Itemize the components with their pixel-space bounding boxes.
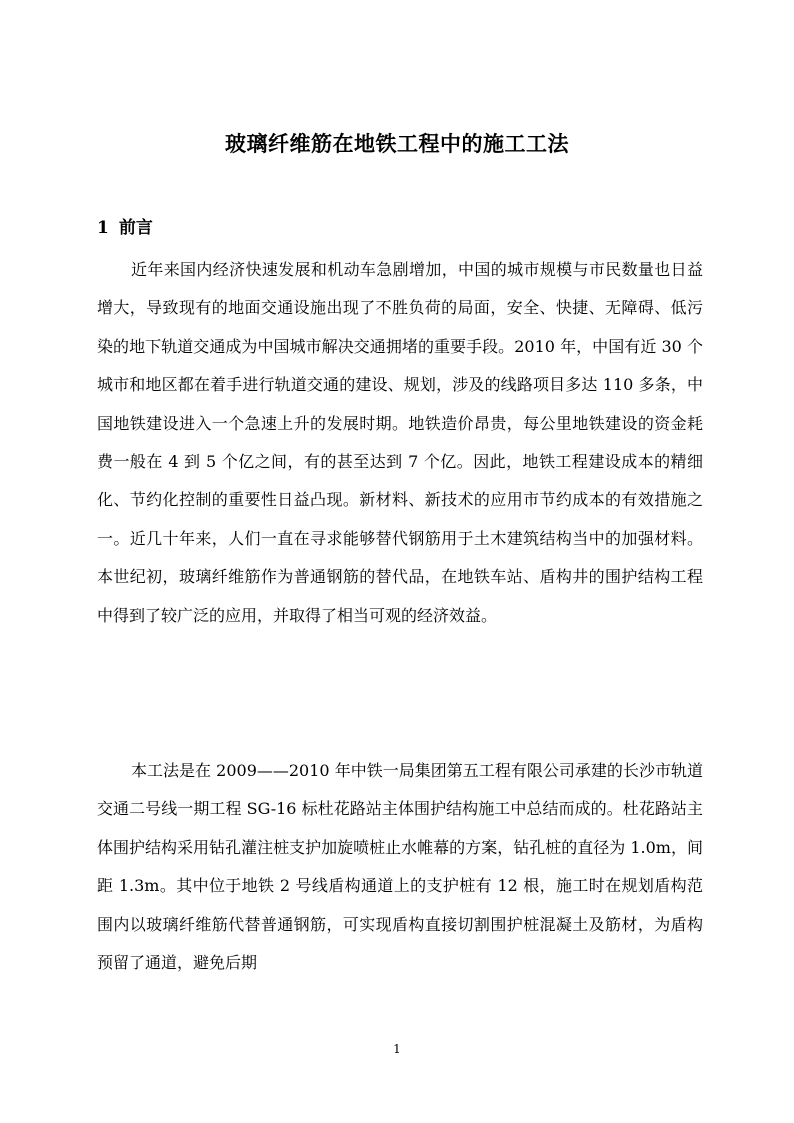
document-title: 玻璃纤维筋在地铁工程中的施工工法 xyxy=(225,131,569,156)
section-title: 前言 xyxy=(118,218,153,238)
body-paragraph-1: 近年来国内经济快速发展和机动车急剧增加，中国的城市规模与市民数量也日益增大，导致现有的地面交通设施出现了不胜负荷的局面，安全、快捷、无障碍、低污染的地下轨道交通成为中国城市解决交通拥堵的重要手段。2010 年，中国有近 30 个城市和地区都在着手进行轨道交通的建设、规划，涉及的线路项目多达 110 多条，中国地铁建设进入一个急速上升的发展时期。地铁造价昂贵，每公里地铁建设的资金耗费一般在 4 到 5 个亿之间，有的甚至达到 7 个亿。因此，地铁工程建设成本的精细化、节约化控制的重要性日益凸现。新材料、新技术的应用市节约成本的有效措施之一。近几十年来，人们一直在寻求能够替代钢筋用于土木建筑结构当中的加强材料。本世纪初，玻璃纤维筋作为普通钢筋的替代品，在地铁车站、盾构井的围护结构工程中得到了较广泛的应用，并取得了相当可观的经济效益。 xyxy=(97,260,703,625)
section-heading xyxy=(97,213,153,238)
section-number: 1 xyxy=(97,218,109,238)
page-number: 1 xyxy=(393,1042,401,1056)
body-paragraph-2: 本工法是在 2009——2010 年中铁一局集团第五工程有限公司承建的长沙市轨道交通二号线一期工程 SG-16 标杜花路站主体围护结构施工中总结而成的。杜花路站主体围护结构采用钻孔灌注桩支护加旋喷桩止水帷幕的方案，钻孔桩的直径为 1.0m，间距 1.3m。其中位于地铁 2 号线盾构通道上的支护桩有 12 根，施工时在规划盾构范围内以玻璃纤维筋代替普通钢筋，可实现盾构直接切割围护桩混凝土及筋材，为盾构预留了通道，避免后期 xyxy=(97,761,703,973)
